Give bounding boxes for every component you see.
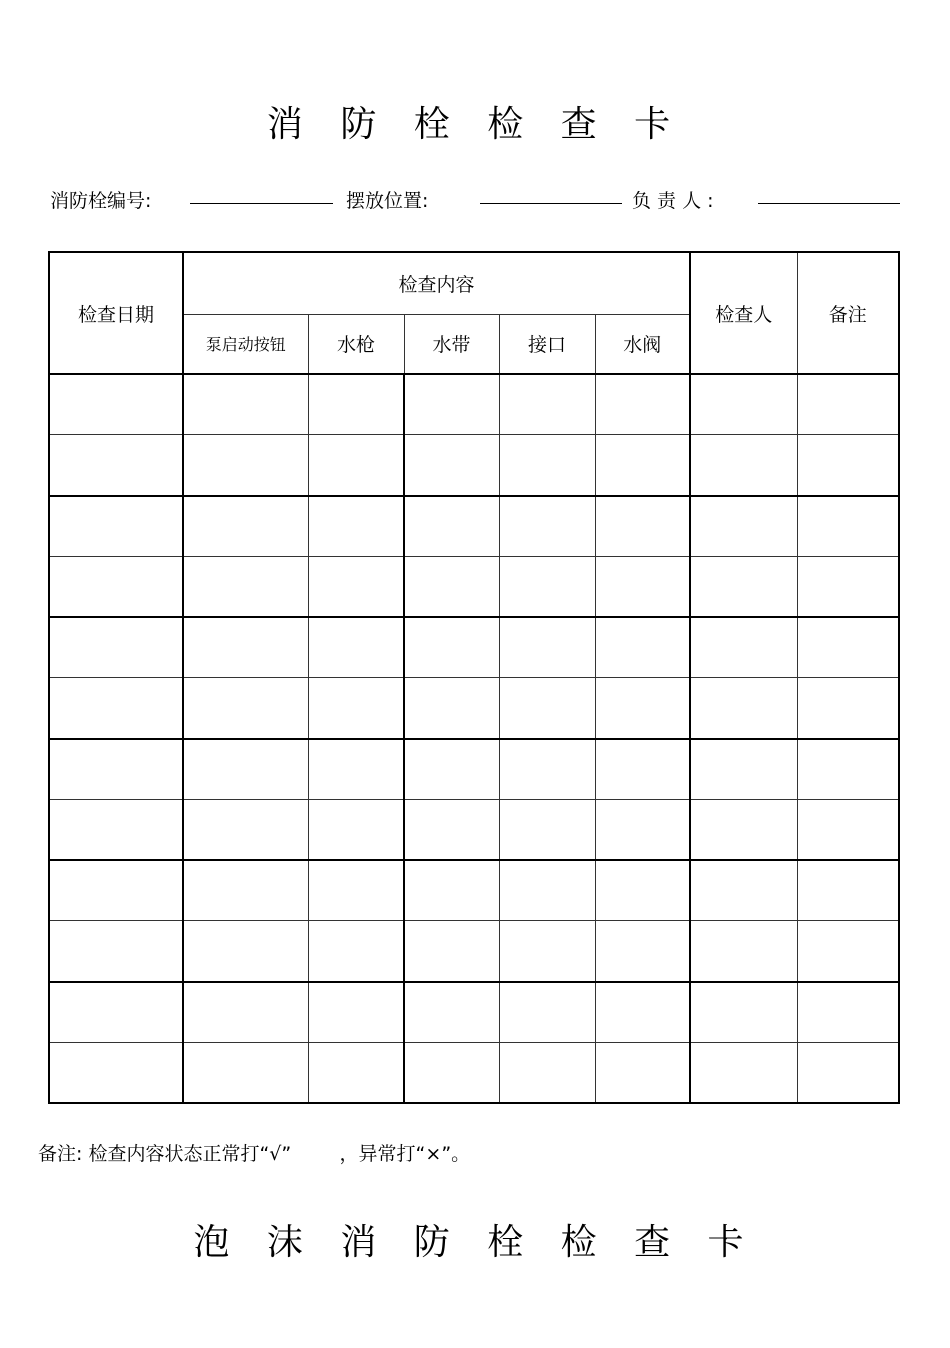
- table-cell[interactable]: [499, 374, 595, 435]
- table-cell[interactable]: [404, 617, 499, 678]
- table-cell[interactable]: [404, 374, 499, 435]
- table-cell[interactable]: [797, 617, 899, 678]
- table-row: [49, 374, 899, 435]
- location-blank[interactable]: [480, 203, 622, 204]
- table-cell[interactable]: [595, 374, 690, 435]
- table-cell[interactable]: [308, 921, 404, 982]
- table-cell[interactable]: [690, 921, 797, 982]
- table-row: [49, 435, 899, 496]
- table-cell[interactable]: [499, 921, 595, 982]
- table-row: [49, 678, 899, 739]
- table-cell[interactable]: [595, 617, 690, 678]
- table-cell[interactable]: [404, 982, 499, 1043]
- header-inspector: 检查人: [690, 252, 797, 374]
- table-cell[interactable]: [49, 739, 183, 800]
- table-cell[interactable]: [690, 739, 797, 800]
- table-cell[interactable]: [308, 556, 404, 617]
- table-cell[interactable]: [499, 739, 595, 800]
- table-cell[interactable]: [404, 435, 499, 496]
- table-cell[interactable]: [183, 921, 308, 982]
- table-cell[interactable]: [404, 556, 499, 617]
- table-cell[interactable]: [49, 1042, 183, 1103]
- table-cell[interactable]: [308, 435, 404, 496]
- table-row: [49, 496, 899, 557]
- table-cell[interactable]: [183, 739, 308, 800]
- table-cell[interactable]: [595, 799, 690, 860]
- table-cell[interactable]: [690, 556, 797, 617]
- table-cell[interactable]: [797, 739, 899, 800]
- header-coupling: 接口: [499, 314, 595, 374]
- table-cell[interactable]: [797, 860, 899, 921]
- table-cell[interactable]: [308, 739, 404, 800]
- header-check-content: 检查内容: [183, 252, 690, 314]
- table-cell[interactable]: [404, 1042, 499, 1103]
- hydrant-number-blank[interactable]: [190, 203, 333, 204]
- header-hose: 水带: [404, 314, 499, 374]
- table-cell[interactable]: [690, 617, 797, 678]
- table-cell[interactable]: [49, 678, 183, 739]
- table-cell[interactable]: [797, 374, 899, 435]
- table-row: [49, 921, 899, 982]
- table-cell[interactable]: [308, 617, 404, 678]
- hydrant-number-label: 消防栓编号:: [50, 190, 152, 212]
- table-cell[interactable]: [797, 435, 899, 496]
- table-cell[interactable]: [595, 982, 690, 1043]
- table-cell[interactable]: [49, 617, 183, 678]
- table-cell[interactable]: [183, 678, 308, 739]
- table-cell[interactable]: [797, 921, 899, 982]
- table-cell[interactable]: [690, 982, 797, 1043]
- table-cell[interactable]: [595, 921, 690, 982]
- table-cell[interactable]: [690, 799, 797, 860]
- table-cell[interactable]: [183, 1042, 308, 1103]
- table-cell[interactable]: [183, 982, 308, 1043]
- table-cell[interactable]: [797, 556, 899, 617]
- table-cell[interactable]: [595, 496, 690, 557]
- card-title: 消 防 栓 检 查 卡: [266, 104, 684, 145]
- table-cell[interactable]: [308, 799, 404, 860]
- table-row: [49, 1042, 899, 1103]
- table-cell[interactable]: [499, 1042, 595, 1103]
- table-cell[interactable]: [183, 435, 308, 496]
- table-cell[interactable]: [49, 435, 183, 496]
- table-cell[interactable]: [404, 860, 499, 921]
- table-cell[interactable]: [797, 678, 899, 739]
- table-cell[interactable]: [499, 556, 595, 617]
- table-cell[interactable]: [595, 739, 690, 800]
- table-cell[interactable]: [690, 678, 797, 739]
- header-nozzle: 水枪: [308, 314, 404, 374]
- table-cell[interactable]: [308, 374, 404, 435]
- table-cell[interactable]: [49, 374, 183, 435]
- table-cell[interactable]: [690, 1042, 797, 1103]
- table-cell[interactable]: [308, 1042, 404, 1103]
- table-cell[interactable]: [595, 435, 690, 496]
- table-cell[interactable]: [499, 860, 595, 921]
- table-cell[interactable]: [404, 921, 499, 982]
- table-cell[interactable]: [595, 1042, 690, 1103]
- table-row: [49, 739, 899, 800]
- table-row: [49, 556, 899, 617]
- table-cell[interactable]: [404, 799, 499, 860]
- table-cell[interactable]: [404, 678, 499, 739]
- info-row: [50, 186, 900, 216]
- table-cell[interactable]: [49, 982, 183, 1043]
- header-check-date: 检查日期: [49, 252, 183, 374]
- table-cell[interactable]: [797, 799, 899, 860]
- table-cell[interactable]: [183, 617, 308, 678]
- table-cell[interactable]: [690, 374, 797, 435]
- header-valve: 水阀: [595, 314, 690, 374]
- table-cell[interactable]: [690, 496, 797, 557]
- table-cell[interactable]: [183, 799, 308, 860]
- table-cell[interactable]: [183, 860, 308, 921]
- table-cell[interactable]: [49, 860, 183, 921]
- location-label: 摆放位置:: [346, 190, 429, 212]
- inspection-table: [48, 251, 900, 1104]
- header-pump-start-button: 泵启动按钮: [183, 314, 308, 374]
- table-cell[interactable]: [183, 556, 308, 617]
- header-remark: 备注: [797, 252, 899, 374]
- table-row: [49, 860, 899, 921]
- table-cell[interactable]: [499, 617, 595, 678]
- table-cell[interactable]: [595, 860, 690, 921]
- table-cell[interactable]: [499, 982, 595, 1043]
- table-row: [49, 617, 899, 678]
- table-cell[interactable]: [595, 678, 690, 739]
- table-row: [49, 799, 899, 860]
- table-cell[interactable]: [49, 496, 183, 557]
- table-cell[interactable]: [797, 982, 899, 1043]
- table-cell[interactable]: [308, 982, 404, 1043]
- table-cell[interactable]: [690, 435, 797, 496]
- table-cell[interactable]: [404, 496, 499, 557]
- table-cell[interactable]: [49, 921, 183, 982]
- table-cell[interactable]: [308, 678, 404, 739]
- owner-label: 负 责 人 :: [632, 190, 714, 212]
- table-cell[interactable]: [499, 799, 595, 860]
- table-cell[interactable]: [499, 496, 595, 557]
- table-cell[interactable]: [797, 1042, 899, 1103]
- table-cell[interactable]: [499, 678, 595, 739]
- table-cell[interactable]: [49, 556, 183, 617]
- table-cell[interactable]: [499, 435, 595, 496]
- table-cell[interactable]: [595, 556, 690, 617]
- table-row: [49, 982, 899, 1043]
- table-cell[interactable]: [183, 374, 308, 435]
- footnote: 备注: 检查内容状态正常打“√” ，异常打“×”。: [38, 1143, 471, 1165]
- table-cell[interactable]: [49, 799, 183, 860]
- table-cell[interactable]: [308, 860, 404, 921]
- table-cell[interactable]: [797, 496, 899, 557]
- table-cell[interactable]: [183, 496, 308, 557]
- foam-hydrant-card-title: 泡 沫 消 防 栓 检 查 卡: [193, 1222, 757, 1263]
- table-cell[interactable]: [690, 860, 797, 921]
- table-cell[interactable]: [308, 496, 404, 557]
- owner-blank[interactable]: [758, 203, 900, 204]
- table-cell[interactable]: [404, 739, 499, 800]
